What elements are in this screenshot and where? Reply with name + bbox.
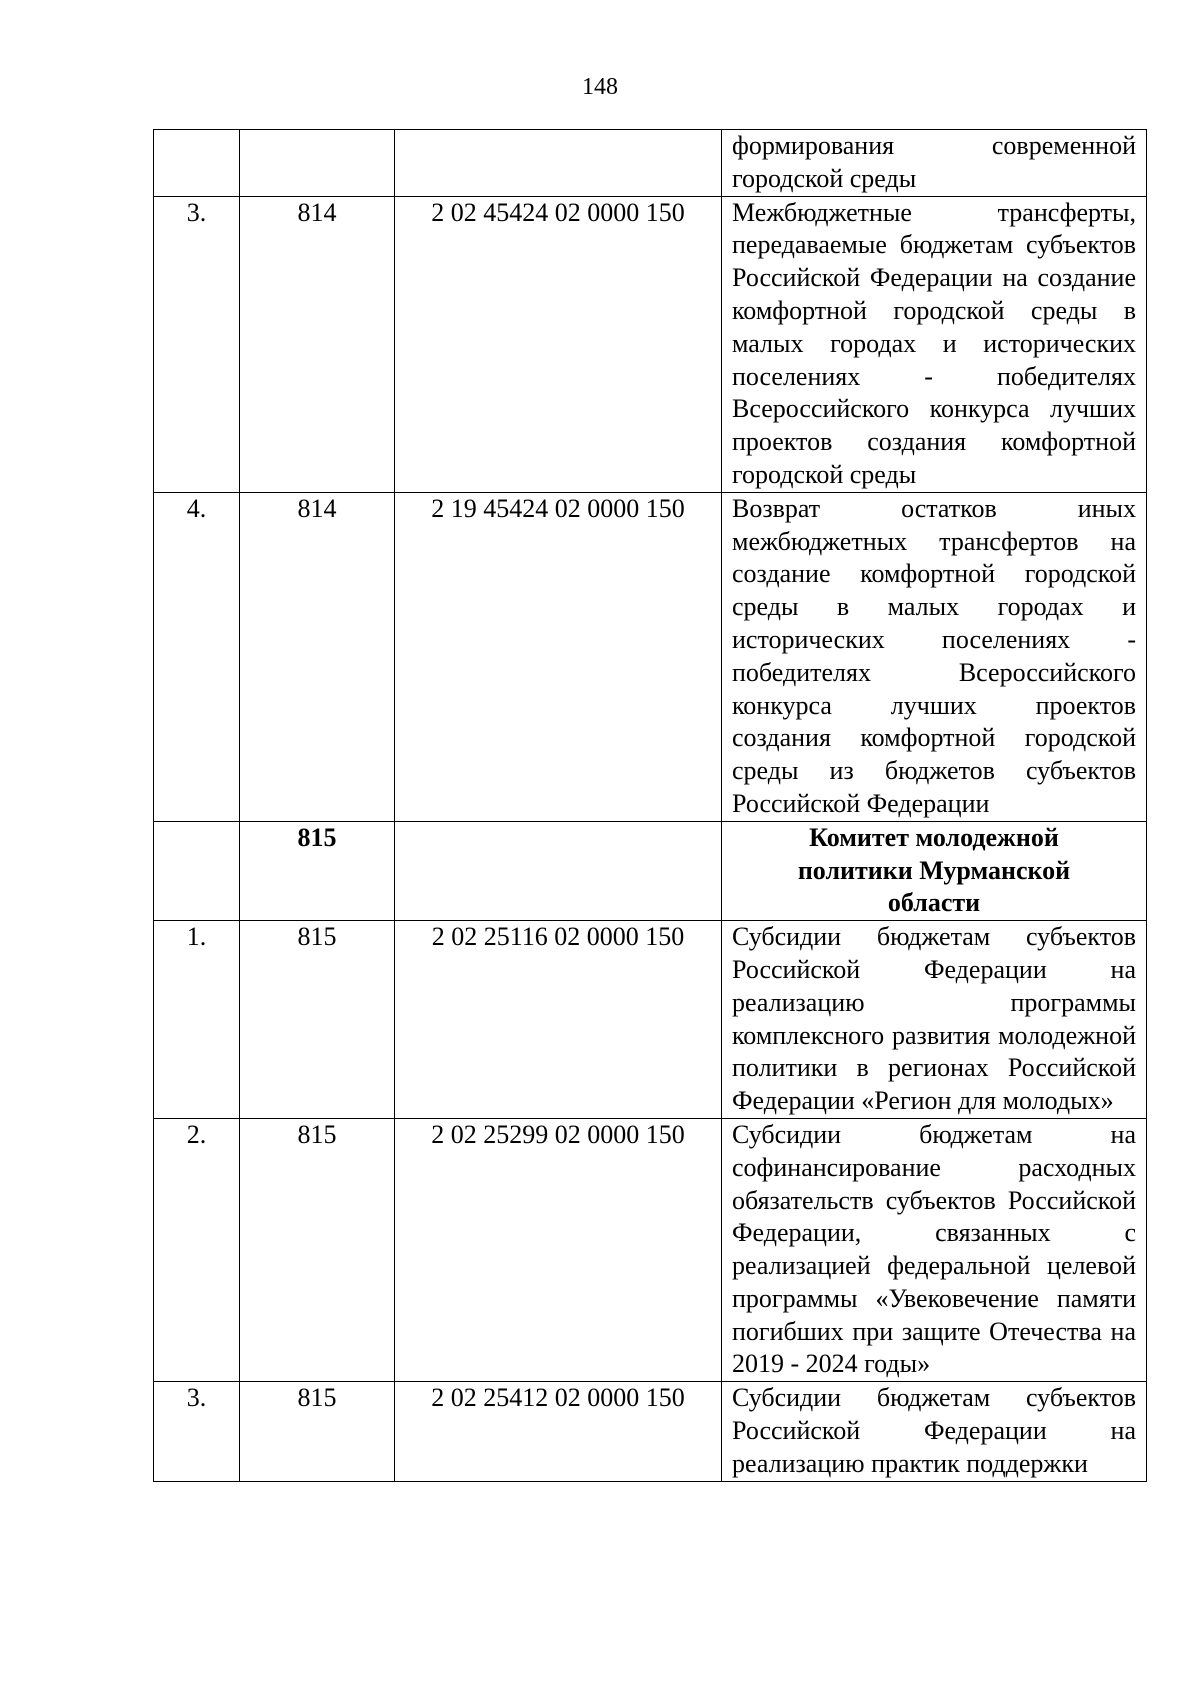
- revenue-description-cell: формирования современной городской среды: [722, 130, 1147, 197]
- table-row: [154, 1382, 1147, 1481]
- administrator-code-cell: 815: [240, 821, 395, 920]
- revenue-code-cell: 2 19 45424 02 0000 150: [395, 492, 722, 821]
- administrator-code-cell: 815: [240, 1382, 395, 1481]
- table-row: [154, 196, 1147, 492]
- revenue-description-cell: Субсидии бюджетам субъектов Российской Федерации на реализацию программы комплексного развития молодежной политики в регионах Российской Федерации «Регион для молодых»: [722, 921, 1147, 1119]
- table-row: [154, 921, 1147, 1119]
- row-number-cell: 3.: [154, 1382, 240, 1481]
- table-row: [154, 492, 1147, 821]
- budget-classification-table: [153, 129, 1147, 1482]
- table-row: [154, 130, 1147, 197]
- revenue-code-cell: 2 02 25412 02 0000 150: [395, 1382, 722, 1481]
- row-number-cell: [154, 821, 240, 920]
- page-number: 148: [582, 74, 618, 100]
- row-number-cell: [154, 130, 240, 197]
- revenue-description-cell: Субсидии бюджетам субъектов Российской Федерации на реализацию практик поддержки: [722, 1382, 1147, 1481]
- revenue-description-cell: Субсидии бюджетам на софинансирование расходных обязательств субъектов Российской Федерации, связанных с реализацией федеральной целевой программы «Увековечение памяти погибших при защите Отечества на 2019 - 2024 годы»: [722, 1118, 1147, 1381]
- revenue-description-cell: Межбюджетные трансферты, передаваемые бюджетам субъектов Российской Федерации на создание комфортной городской среды в малых городах и исторических поселениях - победителях Всероссийского конкурса лучших проектов создания комфортной городской среды: [722, 196, 1147, 492]
- table-row: [154, 1118, 1147, 1381]
- revenue-code-cell: 2 02 25116 02 0000 150: [395, 921, 722, 1119]
- row-number-cell: 4.: [154, 492, 240, 821]
- administrator-code-cell: 814: [240, 196, 395, 492]
- revenue-code-cell: 2 02 45424 02 0000 150: [395, 196, 722, 492]
- row-number-cell: 3.: [154, 196, 240, 492]
- administrator-code-cell: 815: [240, 1118, 395, 1381]
- administrator-code-cell: 815: [240, 921, 395, 1119]
- administrator-code-cell: 814: [240, 492, 395, 821]
- row-number-cell: 2.: [154, 1118, 240, 1381]
- revenue-code-cell: [395, 130, 722, 197]
- revenue-code-cell: 2 02 25299 02 0000 150: [395, 1118, 722, 1381]
- administrator-code-cell: [240, 130, 395, 197]
- row-number-cell: 1.: [154, 921, 240, 1119]
- revenue-description-cell: Возврат остатков иных межбюджетных трансфертов на создание комфортной городской среды в малых городах и исторических поселениях - победителях Всероссийского конкурса лучших проектов создания комфортной городской среды из бюджетов субъектов Российской Федерации: [722, 492, 1147, 821]
- revenue-code-cell: [395, 821, 722, 920]
- administrator-name-heading: Комитет молодежной политики Мурманской области: [722, 821, 1147, 920]
- section-heading-row: [154, 821, 1147, 920]
